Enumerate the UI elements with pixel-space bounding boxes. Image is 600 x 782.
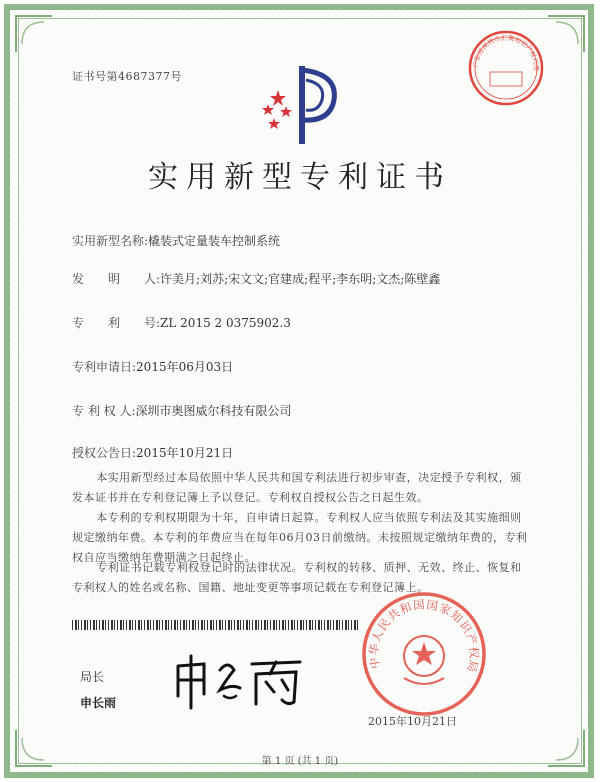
director-title: 局长 [80,670,105,684]
body-paragraph-3: 专利证书记载专利权登记时的法律状况。专利权的转移、质押、无效、终止、恢复和专利权人的姓名或名称、国籍、地址变更等事项记载在专利登记簿上。 [72,561,522,594]
utility-model-name-value: 橇装式定量装车控制系统 [148,234,281,248]
utility-model-name-row [72,232,280,249]
corner-ornament-top-left [14,14,54,54]
body-paragraph-1: 本实用新型经过本局依照中华人民共和国专利法进行初步审查，决定授予专利权，颁发本证书并在专利登记簿上予以登记。专利权自授权公告之日起生效。 [72,471,522,504]
filing-date-row [72,358,233,375]
grant-date-row [72,444,233,461]
patent-office-official-seal [360,590,488,718]
corner-ornament-top-right [546,14,586,54]
svg-text:中华人民共和国国家知识产权局: 中华人民共和国国家知识产权局 [366,597,482,675]
patentee-value: 深圳市奥图威尔科技有限公司 [135,404,292,418]
seal-date: 2015年10月21日 [368,715,457,728]
inventor-label: 发 明 人: [72,272,161,286]
director-name: 申长雨 [80,696,117,710]
inventor-value: 许美月;刘苏;宋文文;官建成;程平;李东明;文杰;陈壁鑫 [160,272,441,286]
patent-number-label: 专 利 号: [72,316,161,330]
patent-office-logo-icon [260,60,340,150]
patent-number-value: ZL 2015 2 0375902.3 [160,316,291,330]
patentee-row [72,402,292,419]
certificate-title: 实用新型专利证书 [148,160,452,195]
grant-date-label: 授权公告日: [72,446,137,460]
patent-number-row [72,314,291,331]
agency-seal-stamp [466,28,546,108]
barcode-strip [72,620,360,630]
grant-date-value: 2015年10月21日 [136,446,234,460]
certificate-number: 证书号第4687377号 [72,70,182,83]
svg-text:广东省深圳市汇聚知识产权代理有限公司: 广东省深圳市汇聚知识产权代理 [471,33,541,72]
director-signature-image [170,650,310,710]
page-number: 第 1 页 (共 1 页) [261,756,339,767]
filing-date-label: 专利申请日: [72,360,137,374]
inventor-row [72,270,440,287]
body-paragraph-2: 本专利的专利权期限为十年，自申请日起算。专利权人应当依照专利法及其实施细则规定缴纳年费。本专利的年费应当在每年06月03日前缴纳。未按照规定缴纳年费的，专利权自应当缴纳年费期满之日起终止。 [72,511,528,564]
utility-model-name-label: 实用新型名称: [72,234,149,248]
filing-date-value: 2015年06月03日 [136,360,234,374]
patentee-label: 专 利 权 人: [72,404,136,418]
